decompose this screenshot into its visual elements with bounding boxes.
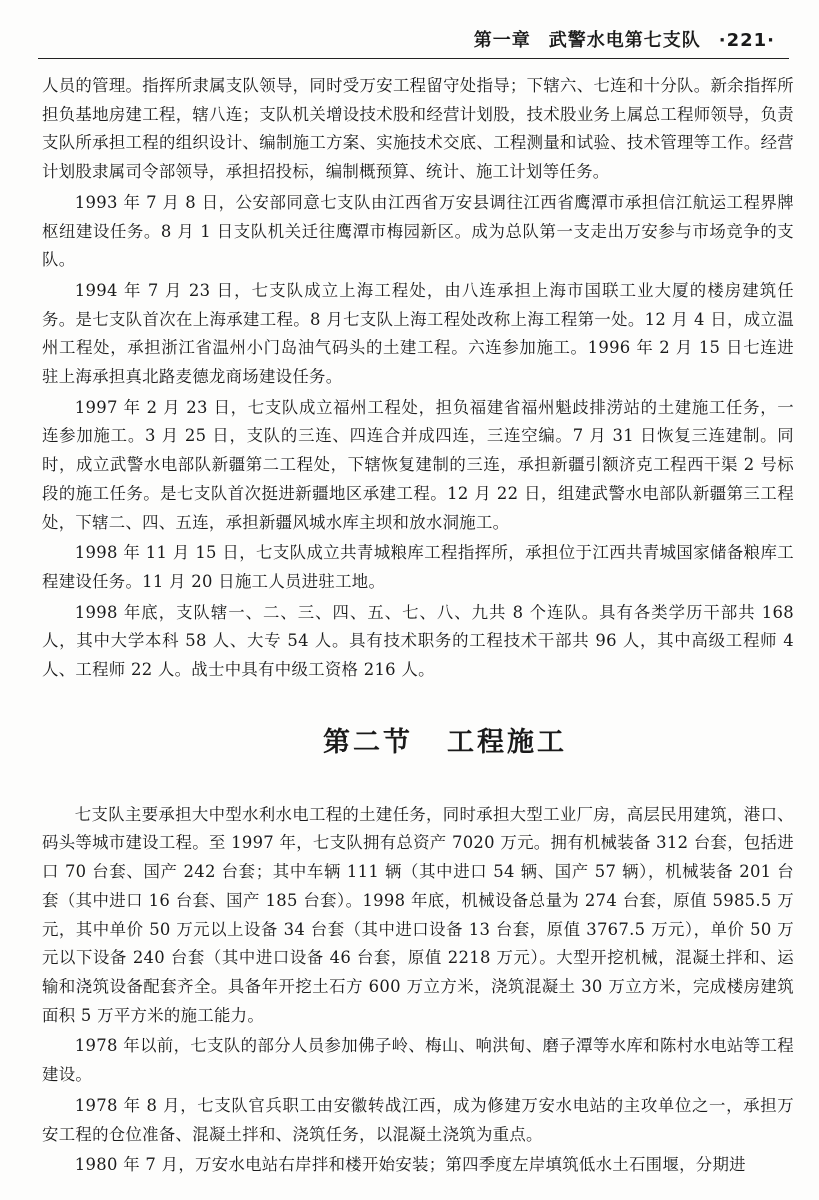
section-title: 工程施工	[447, 726, 567, 758]
paragraph: 1980 年 7 月，万安水电站右岸拌和楼开始安装；第四季度左岸填筑低水土石围堰，分期进	[74, 1155, 746, 1175]
page-number: ·221·	[718, 30, 775, 51]
paragraph: 1993 年 7 月 8 日，公安部同意七支队由江西省万安县调往江西省鹰潭市承担信江航运工程界牌枢纽建设任务。8 月 1 日支队机关迁往鹰潭市梅园新区。成为总队第一支走出万安参与市场竞争的支队。	[42, 192, 794, 270]
section-heading	[42, 723, 794, 763]
header-chapter-title: 武警水电第七支队	[548, 30, 701, 51]
paragraph: 1997 年 2 月 23 日，七支队成立福州工程处，担负福建省福州魁歧排涝站的土建施工任务，一连参加施工。3 月 25 日，支队的三连、四连合并成四连，三连空编。7 月 31 日恢复三连建制。同时，成立武警水电部队新疆第二工程处，下辖恢复建制的三连，承担新疆引额济克工程西干渠 2 号标段的施工任务。是七支队首次挺进新疆地区承建工程。12 月 22 日，组建武警水电部队新疆第三工程处，下辖二、四、五连，承担新疆风城水库主坝和放水洞施工。	[42, 397, 794, 532]
paragraph: 1998 年 11 月 15 日，七支队成立共青城粮库工程指挥所，承担位于江西共青城国家储备粮库工程建设任务。11 月 20 日施工人员进驻工地。	[42, 543, 794, 591]
paragraph: 1978 年 8 月，七支队官兵职工由安徽转战江西，成为修建万安水电站的主攻单位之一，承担万安工程的仓位准备、混凝土拌和、浇筑任务，以混凝土浇筑为重点。	[42, 1095, 794, 1144]
paragraph: 七支队主要承担大中型水利水电工程的土建任务，同时承担大型工业厂房，高层民用建筑，港口、码头等城市建设工程。至 1997 年，七支队拥有总资产 7020 万元。拥有机械装备 312 台套，包括进口 70 台套、国产 242 台套；其中车辆 111 辆（其中进口 54 辆、国产 57 辆），机械装备 201 台套（其中进口 16 台套、国产 185 台套）。1998 年底，机械设备总量为 274 台套，原值 5985.5 万元，其中单价 50 万元以上设备 34 台套（其中进口设备 13 台套，原值 3767.5 万元），单价 50 万元以下设备 240 台套（其中进口设备 46 台套，原值 2218 万元）。大型开挖机械，混凝土拌和、运输和浇筑设备配套齐全。具备年开挖土石方 600 万立方米，浇筑混凝土 30 万立方米，完成楼房建筑面积 5 万平方米的施工能力。	[42, 804, 794, 1025]
paragraph: 1998 年底，支队辖一、二、三、四、五、七、八、九共 8 个连队。具有各类学历干部共 168 人，其中大学本科 58 人、大专 54 人。具有技术职务的工程技术干部共 96 人，其中高级工程师 4 人、工程师 22 人。战士中具有中级工资格 216 人。	[42, 602, 794, 680]
running-header	[0, 0, 819, 62]
section-number: 第二节	[323, 726, 413, 758]
header-chapter: 第一章	[473, 30, 531, 51]
paragraph: 1978 年以前，七支队的部分人员参加佛子岭、梅山、响洪甸、磨子潭等水库和陈村水电站等工程建设。	[42, 1036, 794, 1085]
header-rule	[38, 58, 789, 59]
paragraph: 人员的管理。指挥所隶属支队领导，同时受万安工程留守处指导；下辖六、七连和十分队。新余指挥所担负基地房建工程，辖八连；支队机关增设技术股和经营计划股，技术股业务上属总工程师领导，负责支队所承担工程的组织设计、编制施工方案、实施技术交底、工程测量和试验、技术管理等工作。经营计划股隶属司令部领导，承担招投标，编制概预算、统计、施工计划等任务。	[42, 76, 794, 182]
page-body	[42, 72, 794, 1182]
header-text	[474, 26, 775, 52]
paragraph: 1994 年 7 月 23 日，七支队成立上海工程处，由八连承担上海市国联工业大厦的楼房建筑任务。是七支队首次在上海承建工程。8 月七支队上海工程处改称上海工程第一处。12 月 4 日，成立温州工程处，承担浙江省温州小门岛油气码头的土建工程。六连参加施工。1996 年 2 月 15 日七连进驻上海承担真北路麦德龙商场建设任务。	[42, 280, 794, 387]
